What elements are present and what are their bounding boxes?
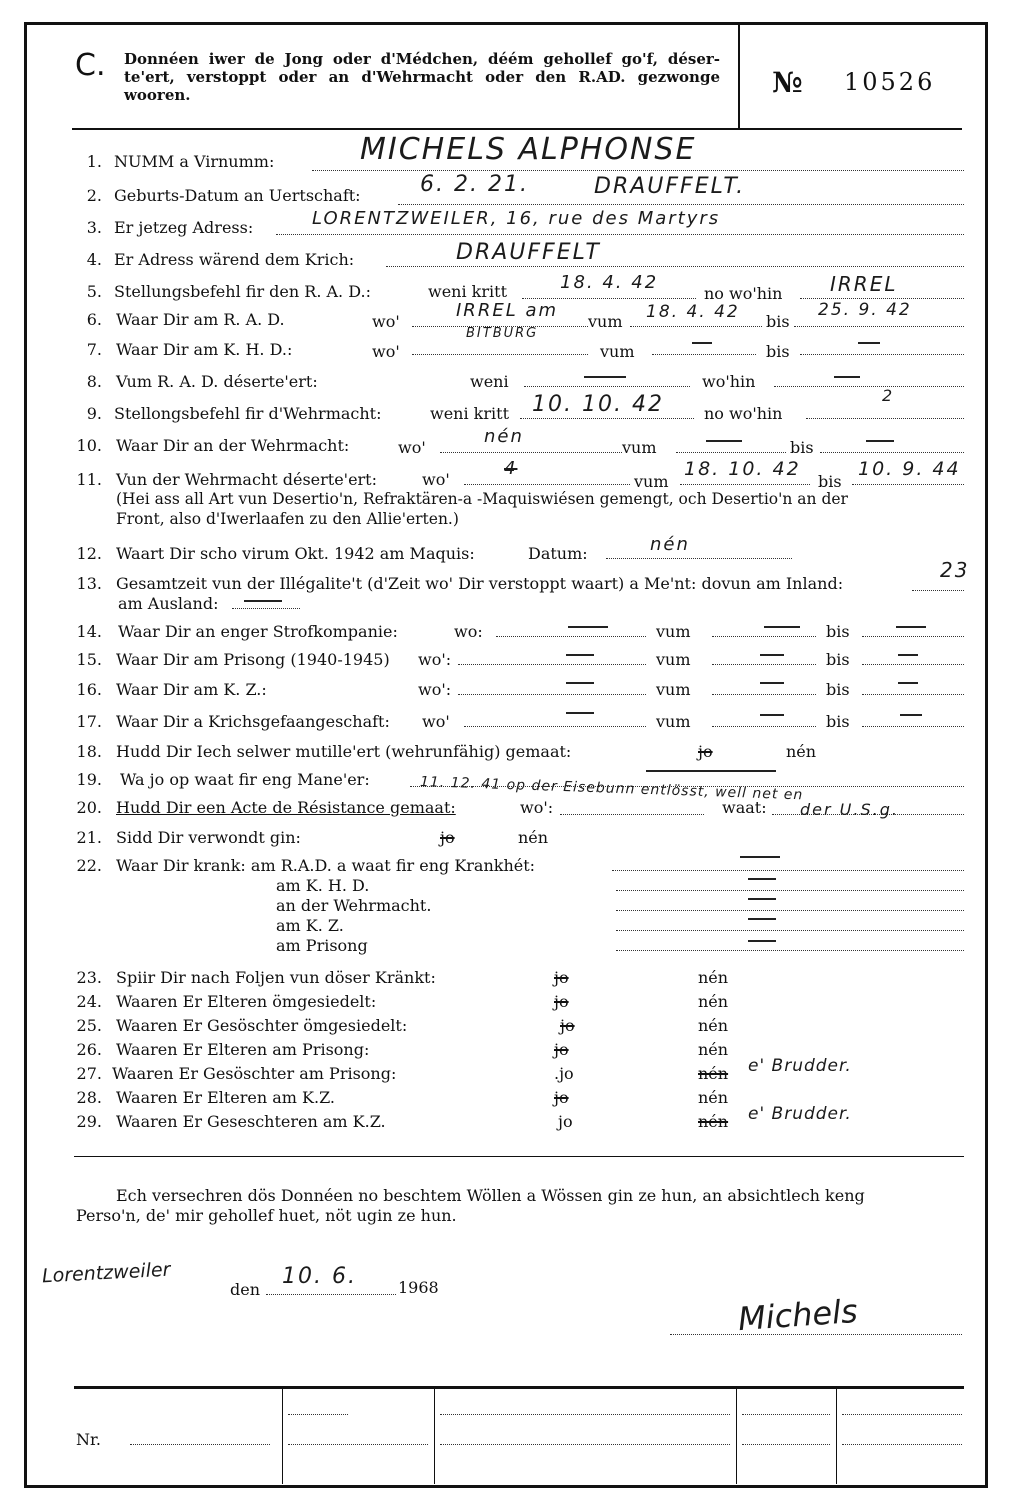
illegality-abroad-label: am Ausland: [118,594,219,613]
row-number: 29. [76,1112,102,1131]
siblings-resettled-label: Waaren Er Gesöschter ömgesiedelt: [116,1016,408,1035]
wehrmacht-order-label: Stellongsbefehl fir d'Wehrmacht: [114,404,382,423]
signature-place: Lorentzweiler [41,1258,171,1288]
wehrmacht-desert-label: Vun der Wehrmacht déserte'ert: [116,470,377,489]
mutilation-no: nén [786,742,817,761]
birth-date: 6. 2. 21. [420,172,529,197]
illegality-inland: 23 [940,558,970,582]
number-symbol: № [772,66,803,99]
parents-resettled-label: Waaren Er Elteren ömgesiedelt: [116,992,377,1011]
rad-place: IRREL am [456,300,559,321]
prison-label: Waar Dir am Prisong (1940-1945) [116,650,390,669]
rad-order-label: Stellungsbefehl fir den R. A. D.: [114,282,371,301]
row-number: 22. [76,856,102,875]
row-number: 21. [76,828,102,847]
row-number: 6. [86,310,102,329]
wounded-label: Sidd Dir verwondt gin: [116,828,301,847]
war-address-label: Er Adress wärend dem Krich: [114,250,355,269]
row-number: 16. [76,680,102,699]
rad-to: 25. 9. 42 [818,300,912,320]
row-number: 2. [86,186,102,205]
illness-label: Waar Dir krank: am R.A.D. a waat fir eng Krankhét: [116,856,536,875]
row-number: 7. [86,340,102,359]
siblings-kz-label: Waaren Er Geseschteren am K.Z. [116,1112,386,1131]
parents-kz-label: Waaren Er Elteren am K.Z. [116,1088,336,1107]
mutilation-label: Hudd Dir Iech selwer mutille'ert (wehrunfähig) gemaat: [116,742,572,761]
row-number: 19. [76,770,102,789]
row-number: 17. [76,712,102,731]
header-rule [72,128,962,130]
form-number: 10526 [844,68,936,96]
section-rule [74,1156,964,1157]
siblings-kz-note: e' Brudder. [748,1104,852,1124]
wehrmacht-order-date: 10. 10. 42 [532,392,664,417]
illness-kz-label: am K. Z. [276,916,344,935]
name-value: MICHELS ALPHONSE [360,132,697,167]
war-address-value: DRAUFFELT [456,240,601,265]
mutilation-yes: jo [698,742,713,761]
wehrmacht-label: Waar Dir an der Wehrmacht: [116,436,350,455]
desert-note: Front, also d'Iwerlaafen zu den Allie'erten.) [116,510,459,528]
row-number: 1. [86,152,102,171]
rad-order-place: IRREL [830,272,898,296]
row-number: 4. [86,250,102,269]
footer-rule [74,1386,964,1389]
desert-from: 18. 10. 42 [684,458,801,480]
siblings-prison-label: Waaren Er Gesöschter am Prisong: [112,1064,397,1083]
row-number: 5. [86,282,102,301]
manner-label: Wa jo op waat fir eng Mane'er: [120,770,370,789]
row-number: 18. [76,742,102,761]
row-number: 20. [76,798,102,817]
illegality-label: Gesamtzeit vun der Illégalite't (d'Zeit wo' Dir verstoppt waart) a Me'nt: dovun am Inland: [116,574,844,593]
row-number: 24. [76,992,102,1011]
rad-from: 18. 4. 42 [646,302,740,322]
wounded-no: nén [518,828,549,847]
parents-prison-label: Waaren Er Elteren am Prisong: [116,1040,370,1059]
row-number: 26. [76,1040,102,1059]
signature: Michels [736,1291,859,1339]
row-number: 14. [76,622,102,641]
desert-place-struck: 4 [504,458,518,479]
row-number: 8. [86,372,102,391]
khd-label: Waar Dir am K. H. D.: [116,340,293,359]
row-number: 13. [76,574,102,593]
rad-order-date: 18. 4. 42 [560,272,659,293]
pow-label: Waar Dir a Krichsgefaangeschaft: [116,712,390,731]
illness-khd-label: am K. H. D. [276,876,370,895]
maquis-date: nén [650,534,690,555]
signature-date: 10. 6. [282,1264,357,1289]
row-number: 28. [76,1088,102,1107]
row-number: 25. [76,1016,102,1035]
illness-wehrmacht-label: an der Wehrmacht. [276,896,432,915]
rad-label: Waar Dir am R. A. D. [116,310,285,329]
wehrmacht-place: nén [484,426,524,447]
resistance-value: der U.S.g. [800,800,899,819]
declaration-text: Ech versechren dös Donnéen no beschtem Wöllen a Wössen gin ze hun, an absichtlech keng [116,1186,865,1205]
desert-note: (Hei ass all Art vun Desertio'n, Refraktären-a -Maquiswiésen gemengt, och Desertio'n an der [116,490,848,508]
rad-desert-label: Vum R. A. D. déserte'ert: [116,372,318,391]
desert-to: 10. 9. 44 [858,458,961,480]
header-title: Donnéen iwer de Jong oder d'Médchen, déém gehollef go'f, déser-te'ert, verstoppt oder an d'Wehrmacht oder den R.AD. gezwonge wooren. [124,50,720,104]
row-number: 10. [76,436,102,455]
punishment-label: Waar Dir an enger Strofkompanie: [118,622,398,641]
birth-label: Geburts-Datum an Uertschaft: [114,186,361,205]
resistance-label: Hudd Dir een Acte de Résistance gemaat: [116,798,456,817]
maquis-label: Waart Dir scho virum Okt. 1942 am Maquis: [116,544,475,563]
address-label: Er jetzeg Adress: [114,218,254,237]
row-number: 12. [76,544,102,563]
row-number: 11. [76,470,102,489]
wehrmacht-order-place: 2 [882,386,895,405]
header-divider [738,24,740,128]
section-letter: C. [75,48,106,83]
siblings-prison-note: e' Brudder. [748,1056,852,1076]
illness-aftereffects-label: Spiir Dir nach Foljen vun döser Kränkt: [116,968,436,987]
illness-prison-label: am Prisong [276,936,368,955]
row-number: 23. [76,968,102,987]
row-number: 15. [76,650,102,669]
declaration-text: Perso'n, de' mir gehollef huet, nöt ugin ze hun. [76,1206,457,1225]
wounded-yes: jo [440,828,455,847]
signature-year: 1968 [398,1278,439,1297]
footer-nr-label: Nr. [76,1430,101,1449]
khd-place: BITBURG [466,326,539,341]
row-number: 9. [86,404,102,423]
name-label: NUMM a Virnumm: [114,152,275,171]
manner-value: 11. 12. 41 op der Eisebunn entlösst, well net en [419,774,804,804]
birth-place: DRAUFFELT. [594,174,746,199]
row-number: 27. [76,1064,102,1083]
row-number: 3. [86,218,102,237]
address-value: LORENTZWEILER, 16, rue des Martyrs [312,208,721,229]
kz-label: Waar Dir am K. Z.: [116,680,267,699]
